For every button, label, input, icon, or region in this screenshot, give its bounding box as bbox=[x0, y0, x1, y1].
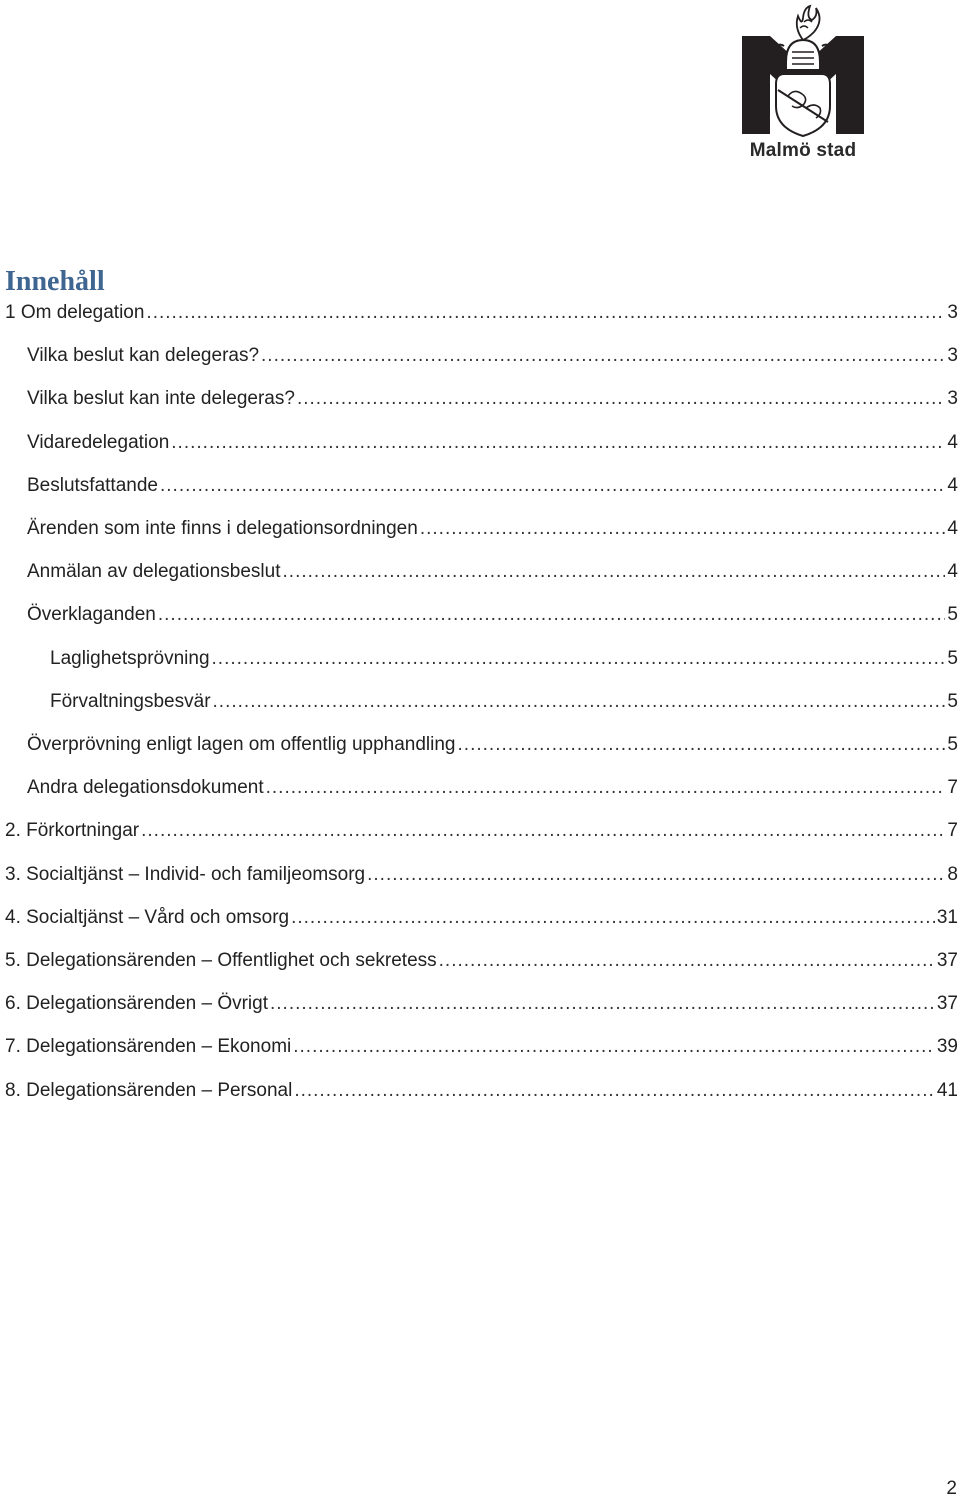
toc-entry-page: 5 bbox=[947, 604, 958, 626]
toc-entry[interactable] bbox=[0, 773, 960, 803]
toc-dot-leader bbox=[171, 428, 945, 458]
toc-dot-leader bbox=[297, 384, 945, 414]
toc-dot-leader bbox=[261, 341, 945, 371]
toc-entry-page: 4 bbox=[947, 431, 958, 453]
toc-dot-leader bbox=[293, 1032, 935, 1062]
toc-entry-page: 8 bbox=[947, 863, 958, 885]
toc-entry-page: 5 bbox=[947, 734, 958, 755]
toc-entry-page: 3 bbox=[947, 388, 958, 410]
toc-entry-page: 39 bbox=[936, 1036, 958, 1058]
toc-dot-leader bbox=[283, 557, 946, 587]
toc-entry-label: Överprövning enligt lagen om offentlig upphandling bbox=[27, 734, 456, 755]
toc-entry-label: 1 Om delegation bbox=[5, 302, 145, 323]
toc-entry-label: 8. Delegationsärenden – Personal bbox=[5, 1079, 293, 1101]
toc-dot-leader bbox=[141, 816, 945, 846]
toc-entry-label: Anmälan av delegationsbeslut bbox=[27, 561, 281, 583]
toc-entry-page: 7 bbox=[947, 820, 958, 842]
toc-entry-page: 7 bbox=[947, 777, 958, 799]
toc-entry-page: 4 bbox=[947, 518, 958, 539]
toc-title: Innehåll bbox=[5, 266, 105, 297]
malmo-stad-logo bbox=[740, 4, 866, 164]
toc-entry[interactable] bbox=[0, 428, 960, 458]
toc-entry-label: Vilka beslut kan delegeras? bbox=[27, 345, 260, 367]
toc-entry-label: Vidaredelegation bbox=[27, 431, 170, 453]
toc-entry-label: Laglighetsprövning bbox=[50, 647, 210, 669]
toc-entry-label: 2. Förkortningar bbox=[5, 820, 140, 842]
toc-dot-leader bbox=[213, 687, 946, 717]
toc-entry[interactable] bbox=[0, 1076, 960, 1106]
toc-entry-page: 5 bbox=[947, 690, 958, 712]
toc-entry[interactable] bbox=[0, 989, 960, 1019]
toc-dot-leader bbox=[420, 514, 946, 544]
toc-entry-page: 31 bbox=[936, 906, 958, 928]
toc-entry-label: 4. Socialtjänst – Vård och omsorg bbox=[5, 906, 290, 928]
toc-entry[interactable] bbox=[0, 298, 960, 328]
toc-dot-leader bbox=[160, 471, 945, 501]
toc-entry[interactable] bbox=[0, 860, 960, 890]
toc-entry[interactable] bbox=[0, 600, 960, 630]
toc-entry-page: 37 bbox=[936, 993, 958, 1015]
toc-entry[interactable] bbox=[0, 384, 960, 414]
toc-entry-label: Ärenden som inte finns i delegationsordningen bbox=[27, 518, 418, 539]
toc-entry[interactable] bbox=[0, 730, 960, 760]
toc-entry[interactable] bbox=[0, 687, 960, 717]
toc-entry-label: Vilka beslut kan inte delegeras? bbox=[27, 388, 295, 410]
toc-entry-page: 4 bbox=[947, 474, 958, 496]
toc-entry-label: Andra delegationsdokument bbox=[27, 777, 264, 799]
toc-dot-leader bbox=[294, 1076, 935, 1106]
toc-entry[interactable] bbox=[0, 471, 960, 501]
malmo-coat-of-arms-icon bbox=[740, 4, 866, 140]
toc-dot-leader bbox=[439, 946, 935, 976]
toc-dot-leader bbox=[270, 989, 935, 1019]
toc-entry[interactable] bbox=[0, 946, 960, 976]
page-number: 2 bbox=[946, 1478, 957, 1499]
toc-entry[interactable] bbox=[0, 816, 960, 846]
toc-entry-label: 5. Delegationsärenden – Offentlighet och sekretess bbox=[5, 950, 437, 971]
toc-dot-leader bbox=[212, 644, 946, 674]
toc-dot-leader bbox=[458, 730, 946, 760]
toc-dot-leader bbox=[158, 600, 946, 630]
toc-entry-label: 6. Delegationsärenden – Övrigt bbox=[5, 993, 268, 1015]
toc-entry[interactable] bbox=[0, 341, 960, 371]
toc-entry-label: Förvaltningsbesvär bbox=[50, 690, 211, 712]
toc-entry-page: 4 bbox=[947, 561, 958, 583]
toc-entry-page: 3 bbox=[947, 302, 958, 323]
toc-dot-leader bbox=[266, 773, 946, 803]
toc-dot-leader bbox=[291, 903, 935, 933]
toc-entry-label: 3. Socialtjänst – Individ- och familjeomsorg bbox=[5, 863, 366, 885]
toc-entry[interactable] bbox=[0, 514, 960, 544]
toc-entry-page: 5 bbox=[947, 647, 958, 669]
logo-text: Malmö stad bbox=[749, 140, 857, 161]
toc-entry-page: 37 bbox=[936, 950, 958, 971]
toc-entry-page: 3 bbox=[947, 345, 958, 367]
toc-dot-leader bbox=[367, 860, 945, 890]
toc-entry[interactable] bbox=[0, 903, 960, 933]
toc-entry[interactable] bbox=[0, 557, 960, 587]
toc-dot-leader bbox=[146, 298, 945, 328]
toc-entry-label: 7. Delegationsärenden – Ekonomi bbox=[5, 1036, 292, 1058]
toc-entry[interactable] bbox=[0, 1032, 960, 1062]
toc-entry[interactable] bbox=[0, 644, 960, 674]
toc-entry-label: Överklaganden bbox=[27, 604, 156, 626]
toc-entry-page: 41 bbox=[936, 1079, 958, 1101]
toc-entry-label: Beslutsfattande bbox=[27, 474, 158, 496]
